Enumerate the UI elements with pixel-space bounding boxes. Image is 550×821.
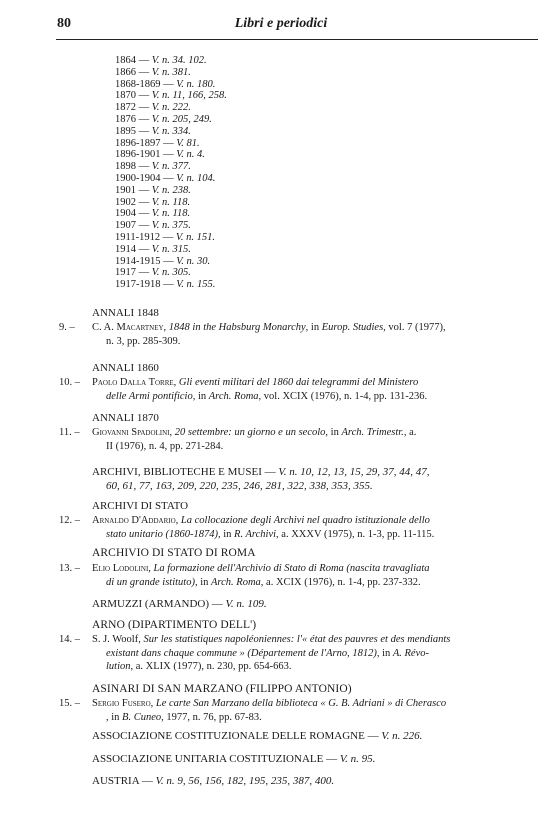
section-assoc-unitaria: ASSOCIAZIONE UNITARIA COSTITUZIONALE — V. n. 95. (92, 753, 376, 765)
cross-reference-row: 1896-1901 — V. n. 4. (115, 149, 205, 161)
cross-reference-continued: 60, 61, 77, 163, 209, 220, 235, 246, 281, 322, 338, 353, 355. (106, 480, 373, 492)
entry-author: Sergio Fusero (92, 698, 151, 709)
cross-reference: V. n. 315. (151, 243, 191, 255)
year: 1864 (115, 55, 136, 66)
cross-reference: V. n. 10, 12, 13, 15, 29, 37, 44, 47, (278, 466, 430, 478)
year: 1911-1912 (115, 231, 161, 243)
entry-number: 15. – (59, 698, 80, 709)
section-archivi-biblioteche: ARCHIVI, BIBLIOTECHE E MUSEI — V. n. 10, 12, 13, 15, 29, 37, 44, 47, (92, 466, 430, 478)
cross-reference: V. n. 238. (151, 184, 191, 196)
section-heading-arno: ARNO (DIPARTIMENTO DELL') (92, 619, 257, 631)
entry-title: 1848 in the Habsburg Monarchy (168, 322, 306, 333)
year: 1902 (115, 196, 136, 208)
cross-reference: V. n. 226. (381, 730, 423, 742)
section-heading-annali-1870: ANNALI 1870 (92, 412, 159, 424)
year: 1868-1869 (115, 78, 161, 90)
entry-title: Gli eventi militari del 1860 dai telegrammi del Ministero (178, 377, 419, 388)
cross-reference-list (115, 55, 227, 291)
cross-reference: V. n. 305. (151, 267, 191, 279)
entry-author: Arnaldo D'Addario (92, 515, 176, 526)
year: 1917 (115, 267, 136, 279)
cross-reference-row: 1870 — V. n. 11, 166, 258. (115, 90, 227, 102)
entry-journal: A. Révo- (392, 647, 430, 659)
entry-title: Le carte San Marzano della biblioteca « G. B. Adriani » di Cherasco (155, 698, 447, 709)
cross-reference: V. n. 30. (176, 255, 211, 267)
year: 1872 (115, 102, 136, 114)
cross-reference: V. n. 334. (151, 125, 191, 137)
cross-reference-row: 1917-1918 — V. n. 155. (115, 279, 216, 291)
section-heading-annali-1860: ANNALI 1860 (92, 362, 159, 374)
running-title: Libri e periodici (234, 16, 328, 31)
section-heading-asinari: ASINARI DI SAN MARZANO (FILIPPO ANTONIO) (92, 683, 352, 695)
entry-author: Paolo Dalla Torre (92, 377, 174, 388)
year: 1914 (115, 243, 136, 255)
section-heading-annali-1848: ANNALI 1848 (92, 307, 159, 319)
page-header (0, 16, 550, 36)
cross-reference-row: 1876 — V. n. 205, 249. (115, 113, 212, 125)
cross-reference: V. n. 151. (175, 231, 216, 243)
cross-reference-row: 1901 — V. n. 238. (115, 184, 191, 196)
entry-journal: Arch. Trimestr. (341, 427, 404, 438)
entry-journal: B. Cuneo (122, 711, 162, 723)
entry-journal: Arch. Roma (208, 390, 259, 402)
cross-reference-row: 1907 — V. n. 375. (115, 220, 191, 232)
year: 1895 (115, 125, 136, 137)
cross-reference-row: 1872 — V. n. 222. (115, 102, 191, 114)
year: 1904 (115, 208, 136, 220)
section-heading: ARMUZZI (ARMANDO) (92, 598, 210, 610)
section-assoc-romagne: ASSOCIAZIONE COSTITUZIONALE DELLE ROMAGNE — V. n. 226. (92, 730, 423, 742)
entry-title: La formazione dell'Archivio di Stato di Roma (nascita travagliata (153, 563, 430, 574)
cross-reference-row: 1911-1912 — V. n. 151. (115, 231, 216, 243)
entry-journal: R. Archivi (234, 528, 277, 540)
cross-reference-row: 1900-1904 — V. n. 104. (115, 172, 216, 184)
cross-reference: V. n. 180. (176, 78, 216, 90)
cross-reference: V. n. 118. (151, 196, 191, 208)
year: 1898 (115, 161, 136, 173)
section-heading-archivi-stato: ARCHIVI DI STATO (92, 500, 189, 512)
year: 1896-1901 (115, 149, 161, 161)
entry-number: 14. – (59, 634, 80, 645)
section-armuzzi: ARMUZZI (ARMANDO) — V. n. 109. (92, 598, 267, 610)
cross-reference: V. n. 9, 56, 156, 182, 195, 235, 387, 400. (155, 775, 335, 787)
section-heading: ASSOCIAZIONE COSTITUZIONALE DELLE ROMAGNE (92, 730, 365, 742)
entry-number: 12. – (59, 515, 80, 526)
cross-reference-row: 1868-1869 — V. n. 180. (115, 78, 216, 90)
cross-reference-row: 1914 — V. n. 315. (115, 243, 191, 255)
entry-title: Sur les statistiques napoléoniennes: l'« état des pauvres et des mendiants (143, 634, 451, 645)
cross-reference: V. 81. (176, 137, 200, 149)
entry-author: C. A. Macartney (92, 322, 164, 333)
entry-title: 20 settembre: un giorno e un secolo (174, 427, 326, 438)
cross-reference-row: 1904 — V. n. 118. (115, 208, 191, 220)
cross-reference: V. n. 104. (176, 172, 216, 184)
year: 1866 (115, 66, 136, 78)
section-heading-archivio-roma: ARCHIVIO DI STATO DI ROMA (92, 547, 256, 559)
entry-title: La collocazione degli Archivi nel quadro istituzionale dello (180, 515, 430, 526)
entry-author: Giovanni Spadolini (92, 427, 170, 438)
year: 1917-1918 (115, 279, 161, 291)
section-austria: AUSTRIA — V. n. 9, 56, 156, 182, 195, 235, 387, 400. (92, 775, 335, 787)
cross-reference: V. n. 375. (151, 220, 191, 232)
cross-reference-row: 1864 — V. n. 34. 102. (115, 55, 207, 66)
year: 1876 (115, 113, 136, 125)
entry-journal: Europ. Studies (321, 322, 384, 333)
cross-reference-row: 1898 — V. n. 377. (115, 161, 191, 173)
cross-reference: V. n. 34. 102. (151, 55, 207, 66)
cross-reference-row: 1895 — V. n. 334. (115, 125, 191, 137)
cross-reference-row: 1914-1915 — V. n. 30. (115, 255, 211, 267)
section-heading: AUSTRIA (92, 775, 140, 787)
cross-reference-row: 1917 — V. n. 305. (115, 267, 191, 279)
section-heading: ARCHIVI, BIBLIOTECHE E MUSEI (92, 466, 262, 478)
cross-reference-row: 1896-1897 — V. 81. (115, 137, 200, 149)
year: 1870 (115, 90, 136, 102)
cross-reference: V. n. 4. (176, 149, 205, 161)
cross-reference: V. n. 222. (151, 102, 191, 114)
entry-number: 10. – (59, 377, 80, 388)
header-rule (56, 39, 538, 40)
section-heading: ASSOCIAZIONE UNITARIA COSTITUZIONALE (92, 753, 324, 765)
entry-number: 11. – (59, 427, 80, 438)
entry-number: 13. – (59, 563, 80, 574)
cross-reference: V. n. 205, 249. (151, 113, 212, 125)
year: 1901 (115, 184, 136, 196)
page-number: 80 (57, 16, 71, 31)
cross-reference-row: 1866 — V. n. 381. (115, 66, 191, 78)
entry-author: S. J. Woolf (92, 634, 139, 645)
cross-reference: V. n. 95. (339, 753, 376, 765)
cross-reference: V. n. 109. (225, 598, 267, 610)
year: 1907 (115, 220, 136, 232)
cross-reference: V. n. 381. (151, 66, 191, 78)
entry-author: Elio Lodolini (92, 563, 149, 574)
year: 1914-1915 (115, 255, 161, 267)
cross-reference: V. n. 118. (151, 208, 191, 220)
entry-journal: Arch. Roma (211, 576, 261, 588)
year: 1900-1904 (115, 172, 161, 184)
cross-reference: V. n. 155. (176, 279, 216, 291)
cross-reference: V. n. 11, 166, 258. (151, 90, 227, 102)
cross-reference-row: 1902 — V. n. 118. (115, 196, 191, 208)
cross-reference: V. n. 377. (151, 161, 191, 173)
year: 1896-1897 (115, 137, 161, 149)
entry-number: 9. – (59, 322, 75, 333)
